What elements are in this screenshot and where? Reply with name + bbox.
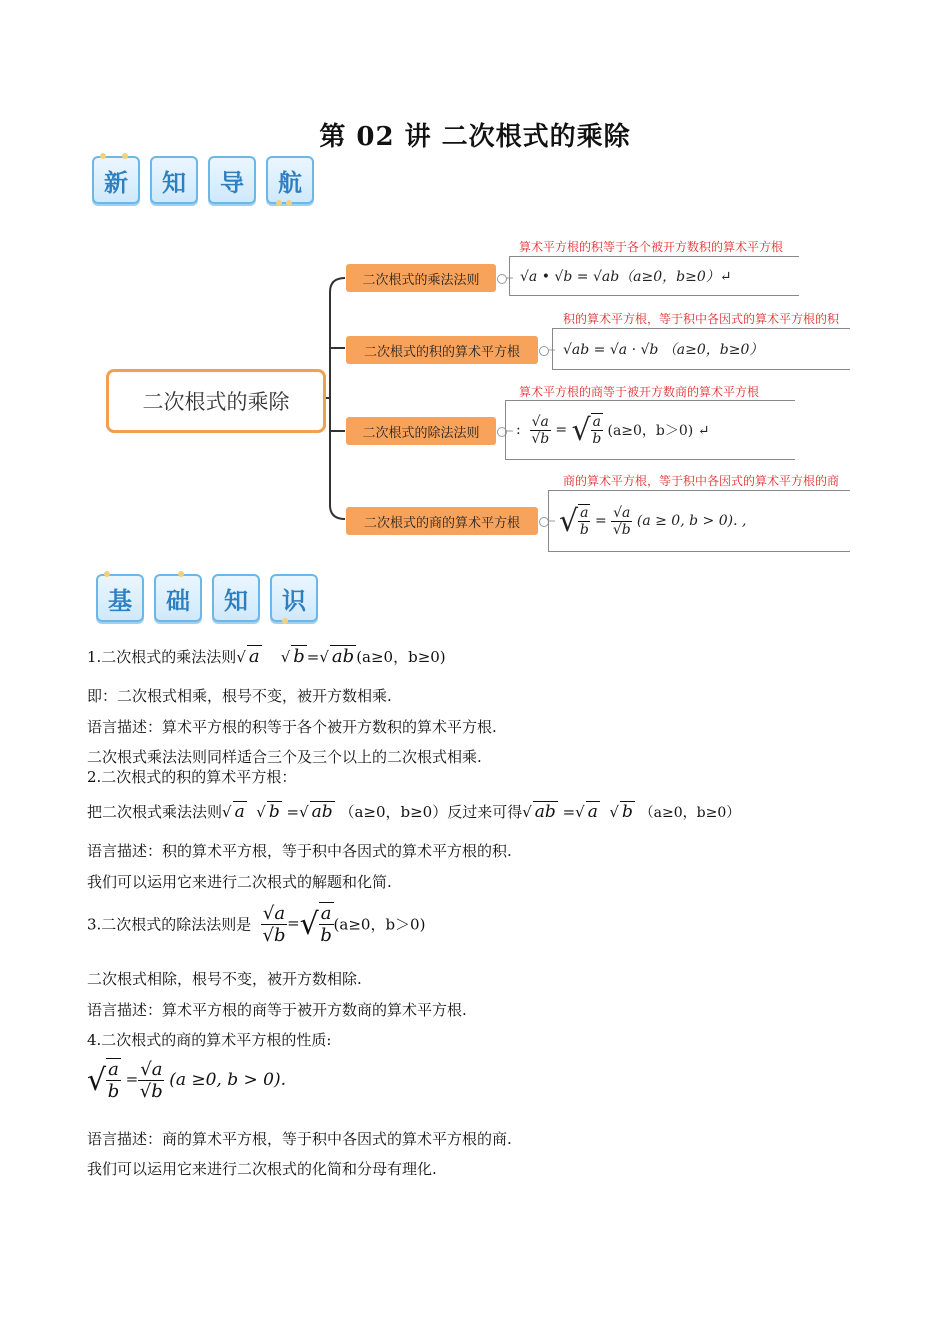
rule-1-description: 语言描述：算术平方根的积等于各个被开方数积的算术平方根. xyxy=(87,718,497,736)
branch-knob xyxy=(497,274,507,284)
rule-3-formula: 3.二次根式的除法法则是 $\frac{√a}{√b}$ = √ $\frac{a}{b}$ (a≥0，b＞0) xyxy=(87,902,426,946)
branch-formula: √ $\frac{a}{b}$ = $\frac{√a}{√b}$ (a ≥ 0, b > 0). , xyxy=(548,490,850,552)
badge-tile: 航 xyxy=(266,156,314,204)
branch-quotient-root: 二次根式的商的算术平方根 xyxy=(346,507,538,535)
badge-tile: 基 xyxy=(96,574,144,622)
branch-knob xyxy=(539,346,549,356)
rule-3-description: 语言描述：算术平方根的商等于被开方数商的算术平方根. xyxy=(87,1001,467,1019)
branch-caption: 算术平方根的商等于被开方数商的算术平方根 xyxy=(519,385,760,399)
rule-4-heading: 4.二次根式的商的算术平方根的性质: xyxy=(87,1031,332,1049)
rule-2-formula: 把二次根式乘法法则√ a √ b =√ ab （a≥0，b≥0）反过来可得√ ab =√ a √ b （a≥0，b≥0） xyxy=(87,802,741,822)
branch-division-rule: 二次根式的除法法则 xyxy=(346,417,496,445)
mindmap-root: 二次根式的乘除 xyxy=(106,369,326,433)
rule-4-note: 我们可以运用它来进行二次根式的化简和分母有理化. xyxy=(87,1160,437,1178)
branch-caption: 算术平方根的积等于各个被开方数积的算术平方根 xyxy=(519,240,784,254)
badge-tile: 识 xyxy=(270,574,318,622)
rule-2-description: 语言描述：积的算术平方根，等于积中各因式的算术平方根的积. xyxy=(87,842,512,860)
rule-3-explanation: 二次根式相除，根号不变，被开方数相除. xyxy=(87,970,362,988)
badge-tile: 础 xyxy=(154,574,202,622)
rule-4-description: 语言描述：商的算术平方根，等于积中各因式的算术平方根的商. xyxy=(87,1130,512,1148)
page-title: 第 02 讲 二次根式的乘除 xyxy=(319,122,631,152)
badge-tile: 知 xyxy=(150,156,198,204)
rule-4-formula: √ $\frac{a}{b}$ = $\frac{√a}{√b}$ (a ≥0, b > 0). xyxy=(87,1058,287,1102)
rule-1-explanation: 即：二次根式相乘，根号不变，被开方数相乘. xyxy=(87,687,392,705)
basic-knowledge-badges xyxy=(96,574,318,622)
branch-product-root: 二次根式的积的算术平方根 xyxy=(346,336,538,364)
badge-tile: 新 xyxy=(92,156,140,204)
branch-multiplication-rule: 二次根式的乘法法则 xyxy=(346,264,496,292)
branch-caption: 积的算术平方根，等于积中各因式的算术平方根的积 xyxy=(563,312,840,326)
branch-formula: √a • √b = √ab（a≥0，b≥0）↵ xyxy=(509,256,799,296)
badge-tile: 知 xyxy=(212,574,260,622)
branch-formula: : $\frac{√a}{√b}$ = √ $\frac{a}{b}$ (a≥0，b＞0) ↵ xyxy=(505,400,795,460)
branch-caption: 商的算术平方根，等于积中各因式的算术平方根的商 xyxy=(563,474,840,488)
rule-1-note: 二次根式乘法法则同样适合三个及三个以上的二次根式相乘. xyxy=(87,748,482,766)
rule-1: 1.二次根式的乘法法则√ a √ b =√ ab (a≥0，b≥0) xyxy=(87,646,446,667)
badge-tile: 导 xyxy=(208,156,256,204)
branch-formula: √ab = √a · √b （a≥0，b≥0） xyxy=(552,328,850,370)
rule-2-heading: 2.二次根式的积的算术平方根： xyxy=(87,768,297,786)
rule-2-note: 我们可以运用它来进行二次根式的解题和化简. xyxy=(87,873,392,891)
